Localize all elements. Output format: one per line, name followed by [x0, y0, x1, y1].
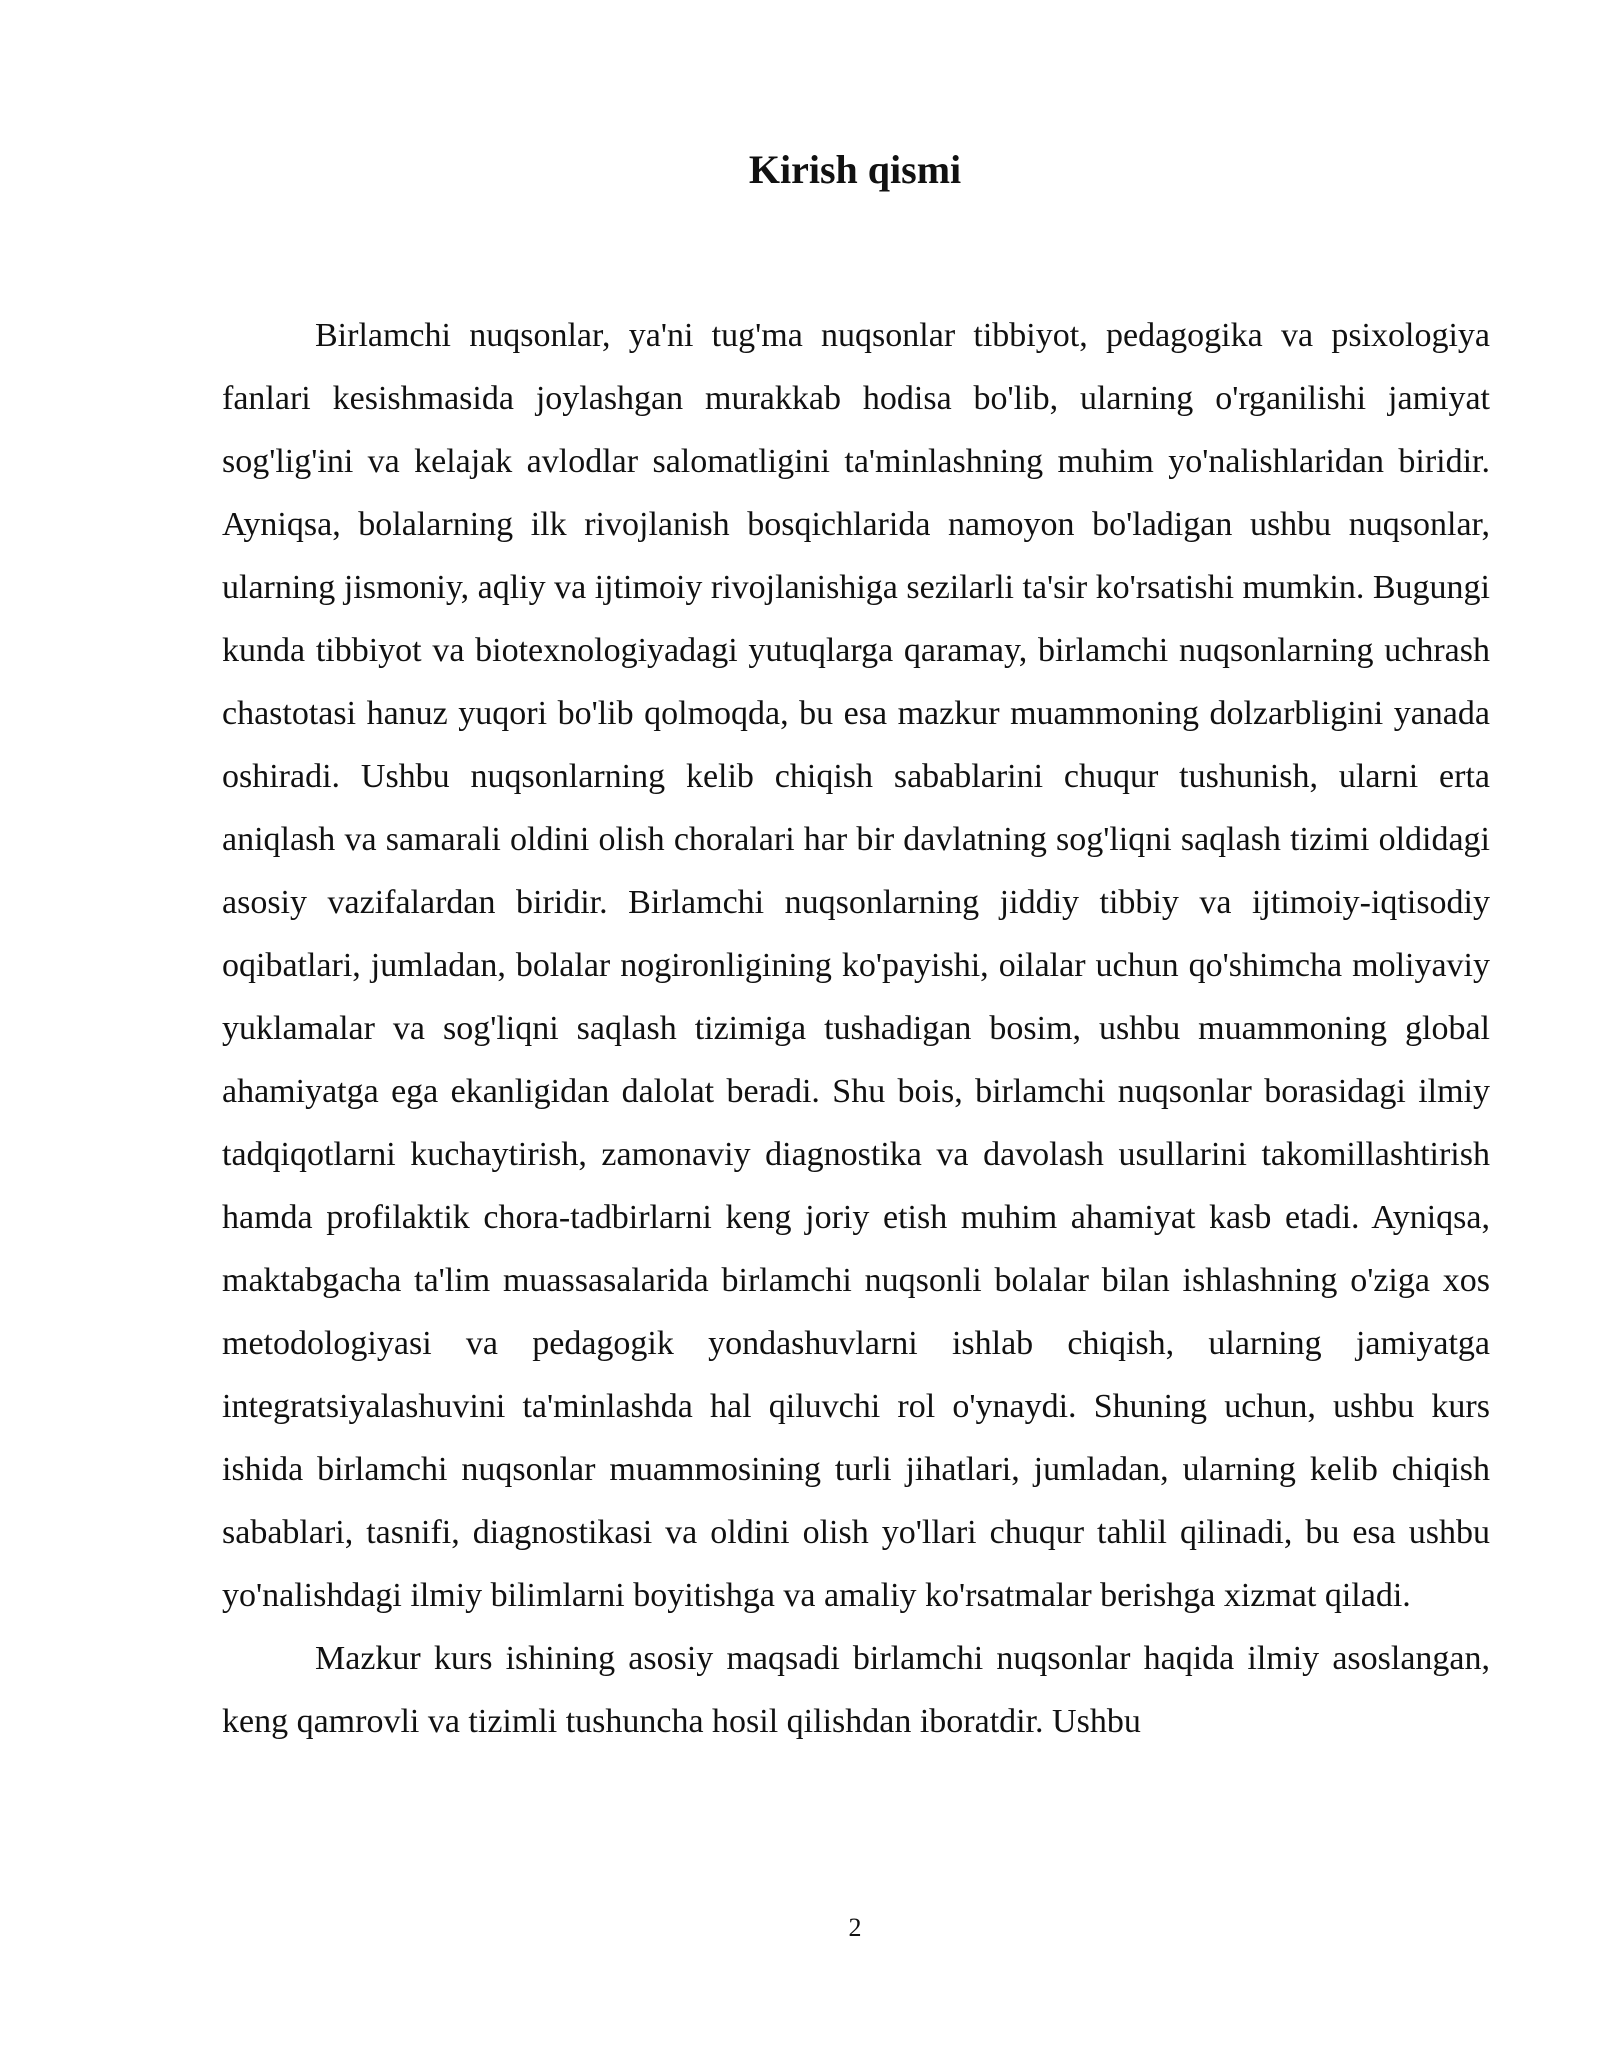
page-title: Kirish qismi — [748, 147, 962, 192]
paragraph-intro: Birlamchi nuqsonlar, ya'ni tug'ma nuqsonlar tibbiyot, pedagogika va psixologiya fanlari kesishmasida joylashgan murakkab hodisa bo'lib, ularning o'rganilishi jamiyat sog'lig'ini va kelajak avlodlar salomatligini ta'minlashning muhim yo'nalishlaridan biridir. Ayniqsa, bolalarning ilk rivojlanish bosqichlarida namoyon bo'ladigan ushbu nuqsonlar, ularning jismoniy, aqliy va ijtimoiy rivojlanishiga sezilarli ta'sir ko'rsatishi mumkin. Bugungi kunda tibbiyot va biotexnologiyadagi yutuqlarga qaramay, birlamchi nuqsonlarning uchrash chastotasi hanuz yuqori bo'lib qolmoqda, bu esa mazkur muammoning dolzarbligini yanada oshiradi. Ushbu nuqsonlarning kelib chiqish sabablarini chuqur tushunish, ularni erta aniqlash va samarali oldini olish choralari har bir davlatning sog'liqni saqlash tizimi oldidagi asosiy vazifalardan biridir. Birlamchi nuqsonlarning jiddiy tibbiy va ijtimoiy-iqtisodiy oqibatlari, jumladan, bolalar nogironligining ko'payishi, oilalar uchun qo'shimcha moliyaviy yuklamalar va sog'liqni saqlash tizimiga tushadigan bosim, ushbu muammoning global ahamiyatga ega ekanligidan dalolat beradi. Shu bois, birlamchi nuqsonlar borasidagi ilmiy tadqiqotlarni kuchaytirish, zamonaviy diagnostika va davolash usullarini takomillashtirish hamda profilaktik chora-tadbirlarni keng joriy etish muhim ahamiyat kasb etadi. Ayniqsa, maktabgacha ta'lim muassasalarida birlamchi nuqsonli bolalar bilan ishlashning o'ziga xos metodologiyasi va pedagogik yondashuvlarni ishlab chiqish, ularning jamiyatga integratsiyalashuvini ta'minlashda hal qiluvchi rol o'ynaydi. Shuning uchun, ushbu kurs ishida birlamchi nuqsonlar muammosining turli jihatlari, jumladan, ularning kelib chiqish sabablari, tasnifi, diagnostikasi va oldini olish yo'llari chuqur tahlil qilinadi, bu esa ushbu yo'nalishdagi ilmiy bilimlarni boyitishga va amaliy ko'rsatmalar berishga xizmat qiladi. — [222, 317, 1490, 1614]
page-number: 2 — [848, 1913, 862, 1942]
paragraph-goal: Mazkur kurs ishining asosiy maqsadi birlamchi nuqsonlar haqida ilmiy asoslangan, keng qamrovli va tizimli tushuncha hosil qilishdan iboratdir. Ushbu — [222, 1640, 1490, 1740]
body-text — [222, 304, 1490, 1753]
